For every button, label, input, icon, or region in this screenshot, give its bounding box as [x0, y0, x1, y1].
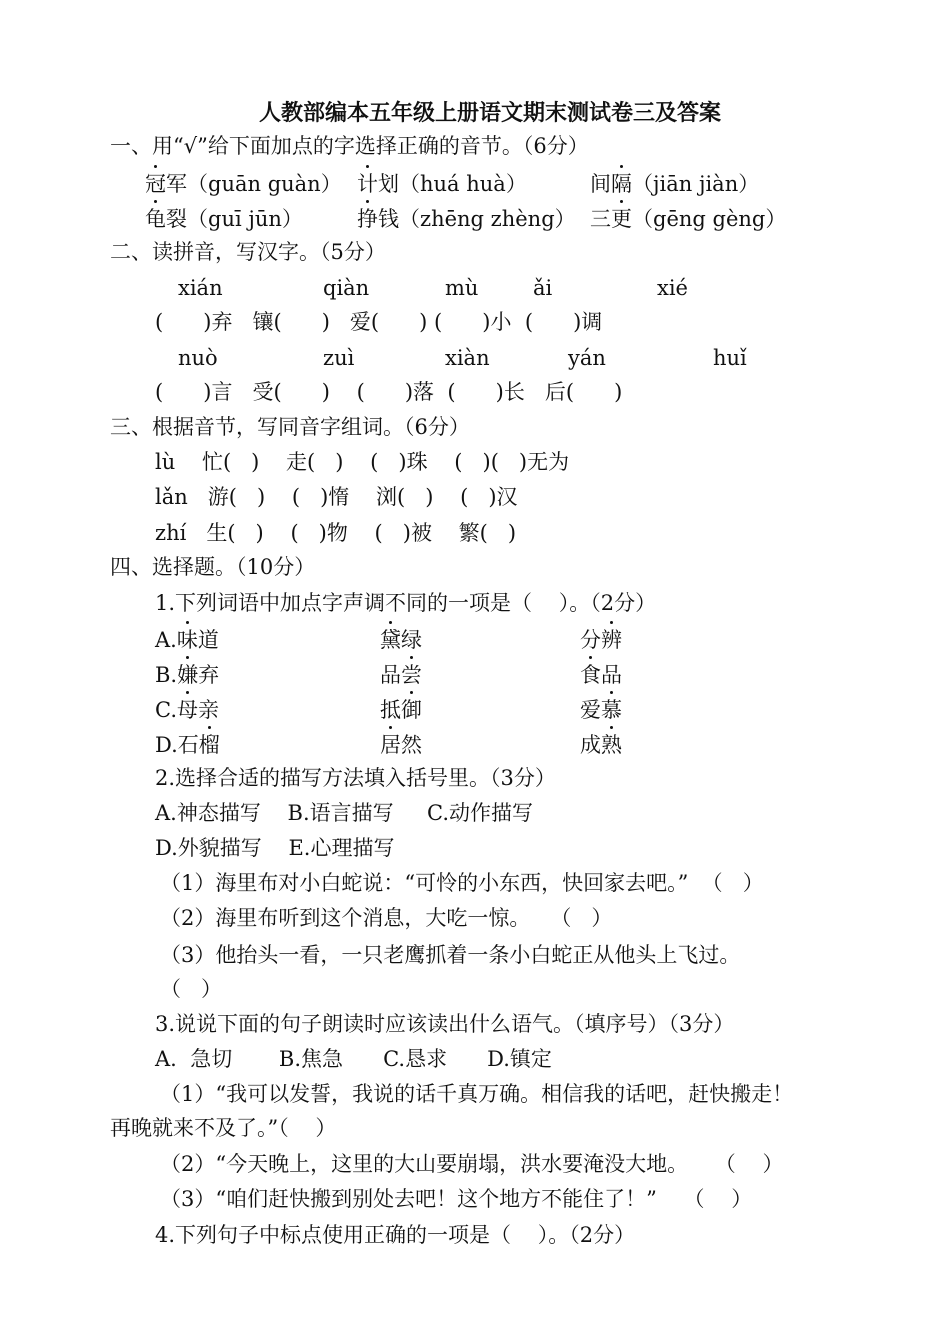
character: 三: [590, 207, 611, 231]
question-item: （3）他抬头一看，一只老鹰抓着一条小白蛇正从他头上飞过。: [160, 943, 741, 967]
question-2: 2.选择合适的描写方法填入括号里。（3分）: [155, 766, 556, 790]
section-2-heading: 二、读拼音，写汉字。（5分）: [110, 240, 386, 264]
option-word: [155, 627, 219, 653]
character: 钱: [378, 207, 399, 231]
pinyin: xiàn: [445, 346, 490, 370]
character: 更: [611, 207, 632, 231]
options: A.神态描写 B.语言描写 C.动作描写: [155, 801, 534, 825]
section-1-item: [590, 206, 786, 232]
option-word: [580, 697, 622, 723]
pinyin: huǐ: [713, 346, 747, 370]
question-item: （2）“今天晚上，这里的大山要崩塌，洪水要淹没大地。 （ ）: [160, 1152, 784, 1176]
pinyin: xié: [657, 276, 688, 300]
section-1-item: [590, 171, 759, 197]
option-word: [380, 732, 422, 758]
section-3-heading: 三、根据音节，写同音字组词。（6分）: [110, 415, 470, 439]
pinyin: yán: [568, 346, 606, 370]
character: 味: [176, 628, 198, 652]
character: 弃: [198, 663, 220, 687]
section-1-item: [145, 206, 303, 232]
question-1: 1.下列词语中加点字声调不同的一项是（ ）。（2分）: [155, 591, 657, 615]
section-1-heading: 一、用“√”给下面加点的字选择正确的音节。（6分）: [110, 134, 589, 158]
option-label: D.: [155, 733, 178, 757]
question-4: 4.下列句子中标点使用正确的一项是（ ）。（2分）: [155, 1223, 636, 1247]
character: 嫌: [177, 663, 199, 687]
options: D.外貌描写 E.心理描写: [155, 836, 395, 860]
character: 品: [601, 663, 622, 687]
character: 黛: [380, 628, 401, 652]
question-3: 3.说说下面的句子朗读时应该读出什么语气。（填序号）（3分）: [155, 1012, 735, 1036]
character: 挣: [357, 207, 378, 231]
character: 辨: [601, 628, 622, 652]
character: 然: [401, 733, 422, 757]
character: 隔: [611, 172, 632, 196]
character: 道: [197, 628, 219, 652]
pinyin: zuì: [323, 346, 355, 370]
pinyin: ǎi: [533, 276, 553, 300]
pinyin-options: （jiān jiàn）: [632, 172, 760, 196]
pinyin-options: （guī jūn）: [187, 207, 303, 231]
character: 爱: [580, 698, 601, 722]
character: 居: [380, 733, 401, 757]
question-item: （2）海里布听到这个消息，大吃一惊。 （ ）: [160, 906, 613, 930]
option-word: [380, 627, 422, 653]
character: 尝: [401, 663, 422, 687]
blank-row: ( )弃 镶( ) 爱( ) ( )小 ( )调: [155, 310, 603, 334]
homophone-row: lǎn 游( ) ( )惰 浏( ) ( )汉: [155, 485, 518, 509]
section-1-item: [357, 206, 576, 232]
character: 龟: [145, 207, 166, 231]
page-title: 人教部编本五年级上册语文期末测试卷三及答案: [258, 100, 721, 126]
character: 划: [378, 172, 399, 196]
character: 抵: [380, 698, 401, 722]
pinyin-options: （zhēng zhèng）: [399, 207, 576, 231]
pinyin-options: （guān guàn）: [187, 172, 342, 196]
option-word: [155, 732, 220, 758]
character: 间: [590, 172, 611, 196]
option-word: [580, 662, 622, 688]
option-word: [155, 662, 219, 688]
homophone-row: zhí 生( ) ( )物 ( )被 繁( ): [155, 521, 517, 545]
pinyin: qiàn: [323, 276, 370, 300]
option-word: [380, 662, 422, 688]
character: 计: [357, 172, 378, 196]
character: 慕: [601, 698, 622, 722]
section-1-item: [145, 171, 342, 197]
option-word: [580, 732, 622, 758]
option-label: B.: [155, 663, 178, 687]
question-item: （1）“我可以发誓，我说的话千真万确。相信我的话吧，赶快搬走！: [160, 1082, 794, 1106]
character: 石: [177, 733, 199, 757]
section-1-item: [357, 171, 527, 197]
character: 品: [380, 663, 401, 687]
pinyin-options: （gēng gèng）: [632, 207, 787, 231]
character: 熟: [601, 733, 622, 757]
option-word: [380, 697, 422, 723]
blank-row: ( )言 受( ) ( )落 ( )长 后( ): [155, 380, 623, 404]
question-item: （3）“咱们赶快搬到别处去吧！这个地方不能住了！” （ ）: [160, 1187, 753, 1211]
character: 冠: [145, 172, 166, 196]
character: 亲: [198, 698, 219, 722]
character: 裂: [166, 207, 187, 231]
option-label: A.: [155, 628, 177, 652]
section-4-heading: 四、选择题。（10分）: [110, 555, 316, 579]
character: 榴: [198, 733, 220, 757]
pinyin: mù: [445, 276, 479, 300]
question-item: （1）海里布对小白蛇说：“可怜的小东西，快回家去吧。” （ ）: [160, 871, 764, 895]
character: 绿: [401, 628, 422, 652]
option-word: [580, 627, 622, 653]
character: 食: [580, 663, 601, 687]
homophone-row: lù 忙( ) 走( ) ( )珠 ( )( )无为: [155, 450, 570, 474]
pinyin: xián: [178, 276, 223, 300]
character: 军: [166, 172, 187, 196]
question-item: 再晚就来不及了。”（ ）: [110, 1116, 337, 1140]
character: 分: [580, 628, 601, 652]
question-item: （ ）: [160, 977, 223, 1001]
options: A. 急切 B.焦急 C.恳求 D.镇定: [155, 1047, 552, 1071]
option-word: [155, 697, 219, 723]
option-label: C.: [155, 698, 177, 722]
character: 御: [401, 698, 422, 722]
character: 母: [177, 698, 198, 722]
character: 成: [580, 733, 601, 757]
pinyin-options: （huá huà）: [399, 172, 527, 196]
pinyin: nuò: [178, 346, 218, 370]
